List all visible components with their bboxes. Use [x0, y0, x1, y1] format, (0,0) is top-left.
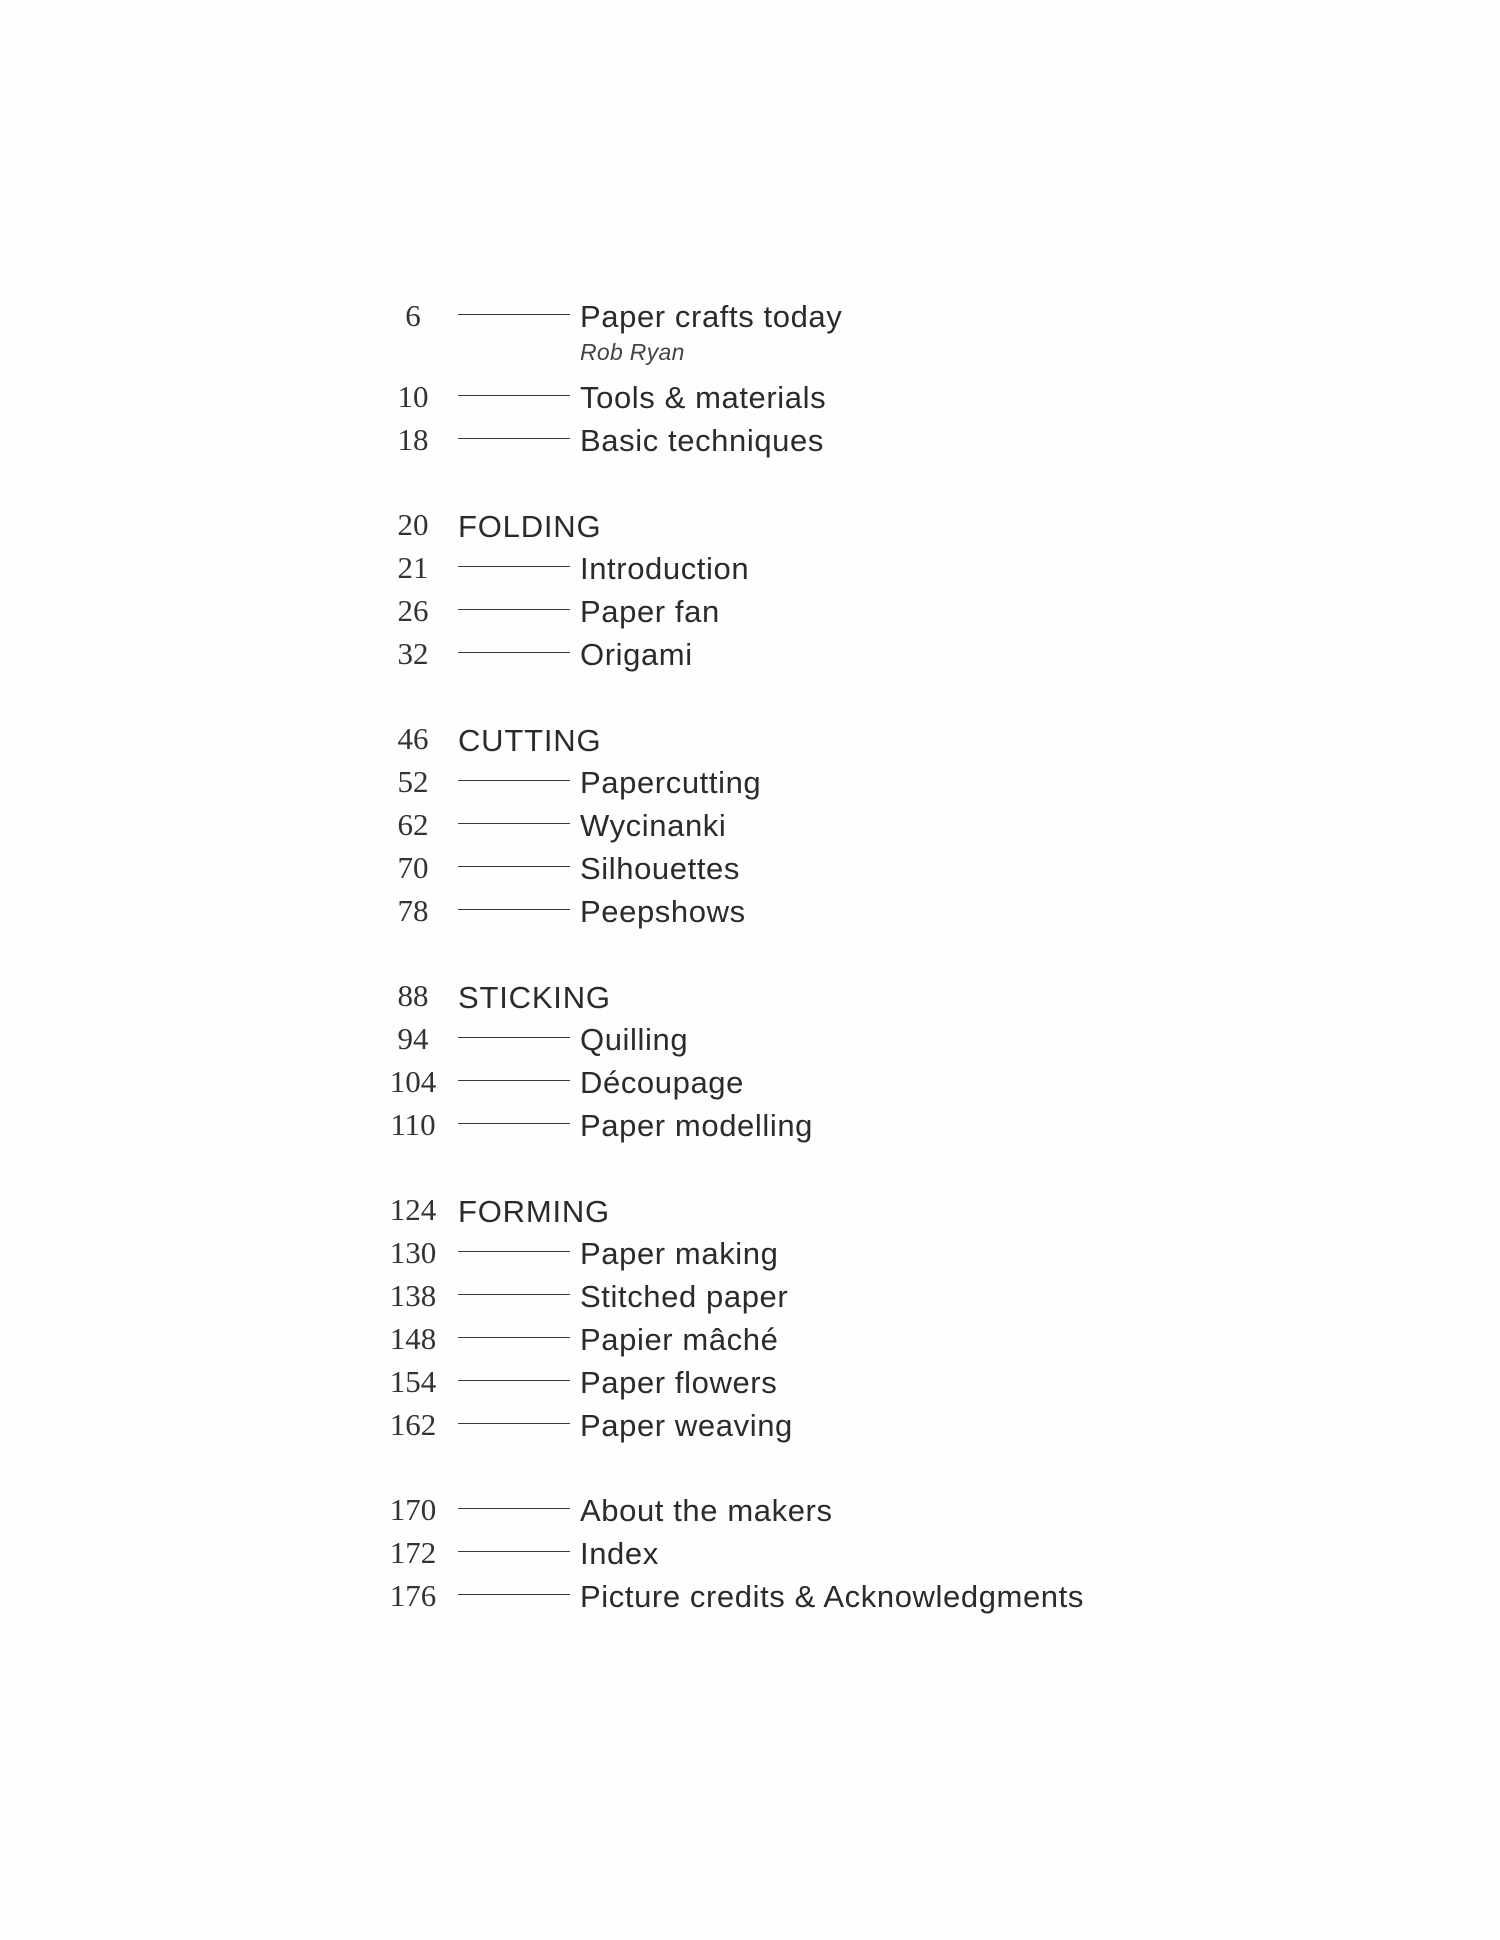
- entry-title: Introduction: [580, 551, 750, 586]
- leader-rule: [458, 780, 570, 781]
- entry-title: Paper fan: [580, 594, 720, 629]
- entry-title: Paper flowers: [580, 1365, 778, 1400]
- section-heading-sticking: [380, 970, 1280, 1013]
- entry-title: About the makers: [580, 1493, 833, 1528]
- leader-rule: [458, 1337, 570, 1338]
- entry-title: Papier mâché: [580, 1322, 779, 1357]
- page-number: 110: [390, 1107, 436, 1142]
- page-number: 46: [397, 721, 429, 756]
- toc-entry: [380, 1356, 1280, 1399]
- entry-title: Picture credits & Acknowledgments: [580, 1579, 1084, 1614]
- entry-title: Origami: [580, 637, 693, 672]
- toc-entry: [380, 1013, 1280, 1056]
- toc-entry: [380, 628, 1280, 671]
- section-title: STICKING: [458, 980, 611, 1015]
- entry-title: Découpage: [580, 1065, 744, 1100]
- page-number: 172: [389, 1535, 437, 1570]
- leader-rule: [458, 1037, 570, 1038]
- leader-rule: [458, 652, 570, 653]
- entry-title: Tools & materials: [580, 380, 827, 415]
- group-spacer: [380, 457, 1280, 499]
- leader-rule: [458, 1551, 570, 1552]
- section-heading-folding: [380, 499, 1280, 542]
- group-spacer: [380, 1442, 1280, 1484]
- leader-rule: [458, 566, 570, 567]
- entry-title: Basic techniques: [580, 423, 824, 458]
- page-number: 88: [397, 978, 429, 1013]
- entry-title: Peepshows: [580, 894, 746, 929]
- page-number: 26: [397, 593, 429, 628]
- leader-rule: [458, 1594, 570, 1595]
- entry-title: Paper making: [580, 1236, 779, 1271]
- page-number: 70: [397, 850, 429, 885]
- group-spacer: [380, 671, 1280, 713]
- entry-title: Stitched paper: [580, 1279, 789, 1314]
- leader-rule: [458, 314, 570, 315]
- toc-entry: [380, 1399, 1280, 1442]
- page-number: 162: [389, 1407, 437, 1442]
- leader-rule: [458, 438, 570, 439]
- toc-entry: [380, 842, 1280, 885]
- page-number: 6: [405, 298, 421, 333]
- author-name: Rob Ryan: [580, 338, 685, 365]
- leader-rule: [458, 609, 570, 610]
- toc-entry: [380, 1270, 1280, 1313]
- group-spacer: [380, 1142, 1280, 1184]
- leader-rule: [458, 395, 570, 396]
- leader-rule: [458, 866, 570, 867]
- leader-rule: [458, 1508, 570, 1509]
- leader-rule: [458, 823, 570, 824]
- toc-entry: [380, 1056, 1280, 1099]
- leader-rule: [458, 1123, 570, 1124]
- toc-entry: [380, 756, 1280, 799]
- toc-entry-tools-materials: [380, 371, 1280, 414]
- entry-title: Quilling: [580, 1022, 689, 1057]
- page-number: 94: [397, 1021, 429, 1056]
- toc-entry-index: [380, 1527, 1280, 1570]
- page-number: 130: [389, 1235, 437, 1270]
- page-number: 124: [389, 1192, 437, 1227]
- page-number: 21: [397, 550, 429, 585]
- entry-title: Silhouettes: [580, 851, 740, 886]
- group-spacer: [380, 928, 1280, 970]
- section-heading-cutting: [380, 713, 1280, 756]
- leader-rule: [458, 1080, 570, 1081]
- toc-entry-author: [380, 333, 1280, 371]
- page-number: 62: [397, 807, 429, 842]
- leader-rule: [458, 1251, 570, 1252]
- page-number: 20: [397, 507, 429, 542]
- section-title: FOLDING: [458, 509, 602, 544]
- entry-title: Wycinanki: [580, 808, 727, 843]
- leader-rule: [458, 1380, 570, 1381]
- page-number: 78: [397, 893, 429, 928]
- entry-title: Paper crafts today: [580, 299, 843, 334]
- toc-entry-paper-crafts-today: [380, 290, 1280, 333]
- entry-title: Papercutting: [580, 765, 762, 800]
- page-number: 10: [397, 379, 429, 414]
- entry-title: Index: [580, 1536, 659, 1571]
- section-heading-forming: [380, 1184, 1280, 1227]
- leader-rule: [458, 1423, 570, 1424]
- page-number: 138: [389, 1278, 437, 1313]
- toc-entry-picture-credits: [380, 1570, 1280, 1613]
- page-number: 154: [389, 1364, 437, 1399]
- page-number: 176: [389, 1578, 437, 1613]
- page-number: 52: [397, 764, 429, 799]
- page-number: 18: [397, 422, 429, 457]
- toc-entry: [380, 585, 1280, 628]
- leader-rule: [458, 909, 570, 910]
- section-title: CUTTING: [458, 723, 602, 758]
- page-number: 32: [397, 636, 429, 671]
- toc-entry: [380, 1313, 1280, 1356]
- entry-title: Paper modelling: [580, 1108, 814, 1143]
- section-title: FORMING: [458, 1194, 610, 1229]
- page-number: 148: [389, 1321, 437, 1356]
- page-number: 170: [389, 1492, 437, 1527]
- page-number: 104: [389, 1064, 437, 1099]
- toc-entry: [380, 1227, 1280, 1270]
- toc-entry: [380, 542, 1280, 585]
- toc-entry-basic-techniques: [380, 414, 1280, 457]
- table-of-contents: [380, 290, 1280, 1613]
- toc-entry: [380, 885, 1280, 928]
- entry-title: Paper weaving: [580, 1408, 793, 1443]
- leader-rule: [458, 1294, 570, 1295]
- toc-entry-about-the-makers: [380, 1484, 1280, 1527]
- toc-entry: [380, 799, 1280, 842]
- toc-entry: [380, 1099, 1280, 1142]
